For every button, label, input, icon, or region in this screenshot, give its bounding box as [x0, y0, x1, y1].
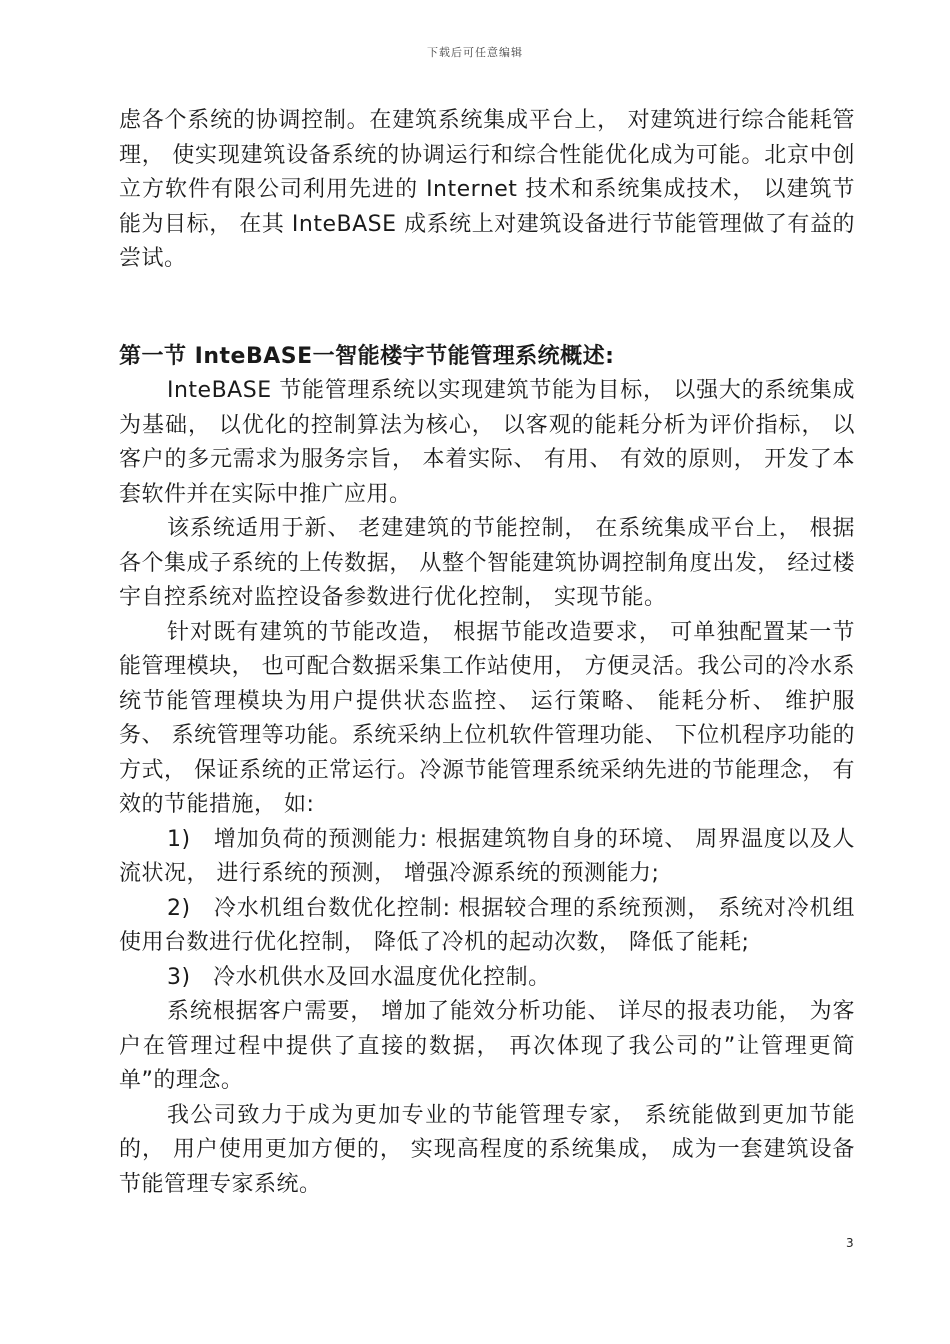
page-number: 3 [846, 1236, 854, 1250]
paragraph-energy-analysis: 系统根据客户需要， 增加了能效分析功能、 详尽的报表功能， 为客户在管理过程中提供了直接的数据， 再次体现了我公司的”让管理更简单”的理念。 [119, 999, 855, 1093]
list-item-chiller-count: 2) 冷水机组台数优化控制: 根据较合理的系统预测， 系统对冷机组使用台数进行优化控制， 降低了冷机的起动次数， 降低了能耗; [119, 895, 855, 955]
intro-paragraph: 虑各个系统的协调控制。在建筑系统集成平台上， 对建筑进行综合能耗管理， 使实现建筑设备系统的协调运行和综合性能优化成为可能。北京中创立方软件有限公司利用先进的 Internet 技术和系统集成技术， 以建筑节能为目标， 在其 InteBASE 成系统上对建筑设备进行节能管理做了有益的尝试。 [119, 108, 855, 271]
section-title: 第一节 InteBASE一智能楼宇节能管理系统概述: [119, 343, 615, 369]
paragraph-retrofit: 针对既有建筑的节能改造， 根据节能改造要求， 可单独配置某一节能管理模块， 也可配合数据采集工作站使用， 方便灵活。我公司的冷水系统节能管理模块为用户提供状态监控、 运行策略、 能耗分析、 维护服务、 系统管理等功能。系统采纳上位机软件管理功能、 下位机程序功能的方式， 保证系统的正常运行。冷源节能管理系统采纳先进的节能理念， 有效的节能措施， 如: [119, 619, 855, 817]
list-item-load-prediction: 1) 增加负荷的预测能力: 根据建筑物自身的环境、 周界温度以及人流状况， 进行系统的预测， 增强冷源系统的预测能力; [119, 826, 855, 886]
paragraph-applicability: 该系统适用于新、 老建建筑的节能控制， 在系统集成平台上， 根据各个集成子系统的上传数据， 从整个智能建筑协调控制角度出发， 经过楼宇自控系统对监控设备参数进行优化控制， 实现节能。 [119, 516, 855, 610]
list-item-water-temperature: 3) 冷水机供水及回水温度优化控制。 [167, 964, 551, 990]
paragraph-company-mission: 我公司致力于成为更加专业的节能管理专家， 系统能做到更加节能的， 用户使用更加方便的， 实现高程度的系统集成， 成为一套建筑设备节能管理专家系统。 [119, 1102, 855, 1197]
paragraph-overview: InteBASE 节能管理系统以实现建筑节能为目标， 以强大的系统集成为基础， 以优化的控制算法为核心， 以客观的能耗分析为评价指标， 以客户的多元需求为服务宗旨， 本着实际、 有用、 有效的原则， 开发了本套软件并在实际中推广应用。 [119, 378, 855, 507]
document-body [119, 104, 855, 1202]
page-header-note: 下载后可任意编辑 [427, 46, 523, 59]
